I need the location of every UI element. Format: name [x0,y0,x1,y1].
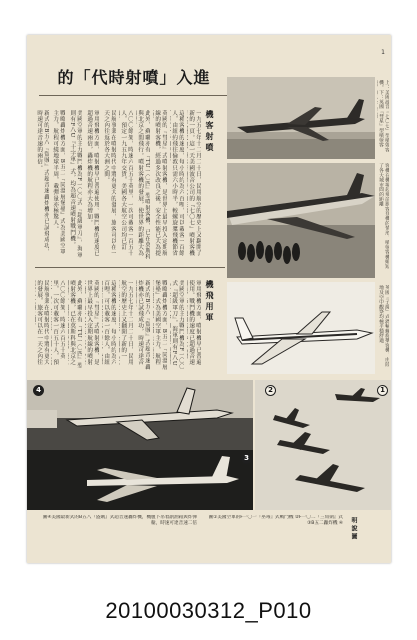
text-column-18: 此外，蘇聯亦有『TU一〇四』型噴射客機，已在莫斯科與北京之 [69,280,82,369]
text-column-3: 英國的『彗星』式噴射客機，是世界上最早投入定期航線的噴射客機，經過多次改良之後，安全性能已大為提 [154,110,167,257]
bottom-caption-left: 圖④美國最新式的B五八『盜賊』式超音速轟炸機，機腹下吊着副油箱與炸彈艙，時速可達音速二倍 [42,515,197,527]
text-column-15: 一九五七年十二月二十日，民用航空的歷史上又翻開了新的一 [120,280,133,366]
text-column-8: 美國空軍的主力戰鬥機為F一〇〇式『超級軍刀』，海軍則有F八U『十字軍』式，均為超音速噴射戰鬥機。 [69,110,82,258]
text-column-2: 這種客機的速度，每小時約為六百哩，可以載客一百餘人，由紐約飛往倫敦只需六小時半，較螺旋槳飛機節省 [171,110,184,257]
text-column-7: 軍用飛機方面，噴射機早已普遍使用。戰鬥機的速度已超過音速兩倍，轟炸機的航程亦大為增加。 [86,110,99,257]
lower-photo-caption: 英國『子爵』式渦輪螺旋槳客機，由陸地及空中觀察均極平穩舒適 [378,285,389,367]
jet-airliner-photo-boarding [227,163,375,278]
text-column-1: 一九五七年十二月二十日，民用航空的歷史上又翻開了新的一頁。這一天美國波音公司的『七〇七』噴射客機 [188,110,201,257]
page-headline: 的「代時射噴」入進 [57,68,211,87]
text-column-16: 這種客機的速度，每小時約為六百哩，可以載客一百餘人，由紐 [103,280,116,366]
photo-badge-4: 4 [33,385,44,396]
document-id-label: 20100030312_P010 [105,598,312,623]
text-column-20: 民航事業在噴射時代中將有更大的發展，旅客可以在一天之內往 [36,280,49,366]
text-column-17: 英國的『彗星』式噴射客機，是世界上最早投入定期航線的噴射 [86,280,99,366]
text-column-11: 軍用飛機方面，噴射機早已普遍使用。戰鬥機的速度已超過音速 [188,280,201,366]
text-column-9: 戰略轟炸機方面，B五二『同溫層堡壘』式為美國空軍主力，航程可繞地球半周，載彈量亦極驚人。 [52,110,65,255]
text-column-12: 美國空軍的主力戰鬥機為F一〇〇式『超級軍刀』，海軍則有F八U [171,280,184,370]
photo-badge-3: 3 [241,453,252,464]
scanned-page [27,35,391,563]
top-photo-caption: 上：美國波音『七〇七』型噴射客機。下：英國『彗星』型噴射客 [378,80,389,152]
bottom-caption-right: 圖①美國空軍的F一〇一『巫毒』式戰鬥機 ②F一〇二『三角劍』式 ③B五二轟炸機 ④ [208,515,343,527]
text-column-14: 新式的B五八『盜賊』式超音速轟炸機亦已試飛成功，時速可達音 [137,280,150,370]
text-column-13: 戰略轟炸機方面，B五二『同溫層堡壘』式為美國空軍主力，航程 [154,280,167,370]
photo-badge-2: 2 [265,385,276,396]
middle-photo-caption: 客機在機場起飛前旅客登機的情形，噴射客機縮短了各大城市間的距離 [378,163,389,269]
column-rule [35,267,225,268]
text-column-5: 八〇〇餘架，時速六百五十英里，一次可載客一百五十人，預定一九五九年交貨，美國各大航空公司均已訂 [120,110,133,257]
bomber-photo-b58 [27,380,253,450]
photo-badge-1: 1 [377,385,388,396]
text-column-10: 新式的B五八『盜賊』式超音速轟炸機亦已試飛成功，時速可達音速的兩倍。 [36,110,49,255]
text-column-6: 民航事業在噴射時代中將有更大的發展，旅客可以在一天之內往返於各大洲之間。 [103,110,116,257]
headline-rule [39,95,229,96]
section-heading-military: 機飛用軍 [205,280,215,324]
bomber-photo-b52 [27,450,253,510]
legend-label: 明說圖 [350,517,357,541]
text-column-19: 八〇〇餘架，時速六百五十英里，一次可載客一百五十人，預 [52,280,65,366]
fighter-jets-photo [255,380,391,510]
page-number: 1 [381,49,385,56]
text-column-4: 此外，蘇聯亦有『TU一〇四』型噴射客機，已在莫斯科與北京之間飛行。噴射客機的發展，使世界的距離大為 [137,110,150,260]
section-heading-jet-airliner: 機客射噴 [205,110,215,154]
jet-airliner-photo-707 [227,77,375,159]
turboprop-airliner-photo [227,282,375,374]
